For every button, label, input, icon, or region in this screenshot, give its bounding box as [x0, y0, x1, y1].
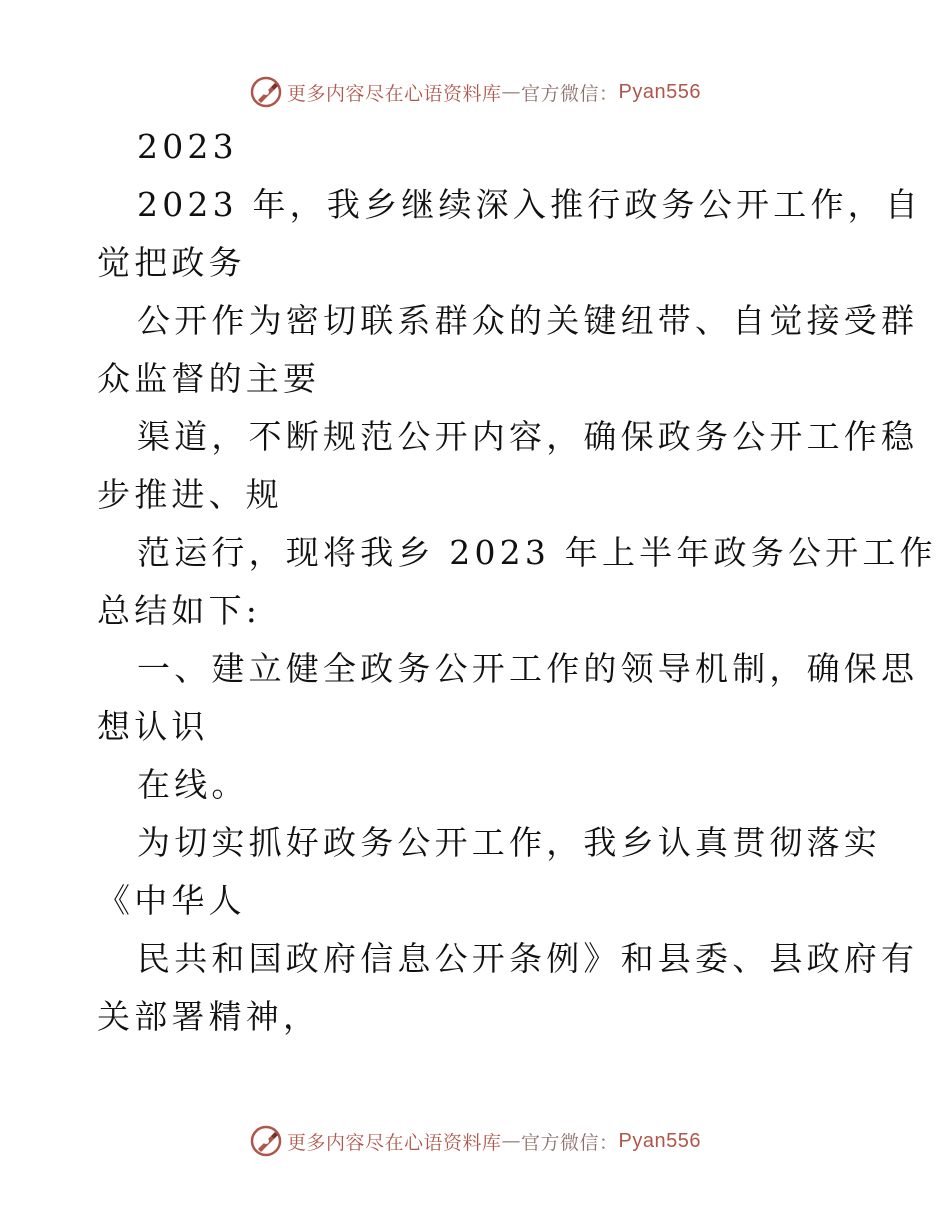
text-line: 《中华人 — [97, 881, 246, 920]
header-banner-text: 更多内容尽在心语资料库 — [287, 82, 502, 105]
footer-watermark-banner — [0, 1121, 950, 1161]
text-line: 为切实抓好政务公开工作，我乡认真贯彻落实 — [137, 823, 881, 862]
header-banner-label: 官方微信： — [521, 82, 619, 105]
section-heading-line: 一、建立健全政务公开工作的领导机制，确保思 — [137, 649, 919, 688]
footer-banner-wechat-id: Pyan556 — [618, 1129, 701, 1152]
text-line: 总结如下: — [97, 591, 262, 630]
text-line: 觉把政务 — [97, 243, 246, 282]
text-line: 渠道，不断规范公开内容，确保政务公开工作稳 — [137, 417, 919, 456]
section-heading-line: 想认识 — [97, 707, 209, 746]
footer-banner-text: 更多内容尽在心语资料库 — [287, 1131, 502, 1154]
pen-logo-icon — [249, 75, 283, 109]
text-line: 民共和国政府信息公开条例》和县委、县政府有 — [137, 939, 919, 978]
text-line: 在线。 — [137, 765, 249, 804]
footer-banner-label: 官方微信： — [521, 1131, 619, 1154]
text-line: 2023 — [137, 127, 238, 166]
text-line: 公开作为密切联系群众的关键纽带、自觉接受群 — [137, 301, 919, 340]
text-line: 步推进、规 — [97, 475, 283, 514]
text-line: 范运行，现将我乡 2023 年上半年政务公开工作 — [137, 533, 937, 572]
header-watermark-banner — [0, 72, 950, 112]
text-line: 众监督的主要 — [97, 359, 321, 398]
footer-banner-separator: — — [501, 1130, 522, 1152]
text-line: 2023 年，我乡继续深入推行政务公开工作，自 — [137, 185, 923, 224]
pen-logo-icon — [249, 1124, 283, 1158]
text-line: 关部署精神， — [97, 997, 321, 1036]
header-banner-separator: — — [501, 81, 522, 103]
header-banner-wechat-id: Pyan556 — [618, 80, 701, 103]
